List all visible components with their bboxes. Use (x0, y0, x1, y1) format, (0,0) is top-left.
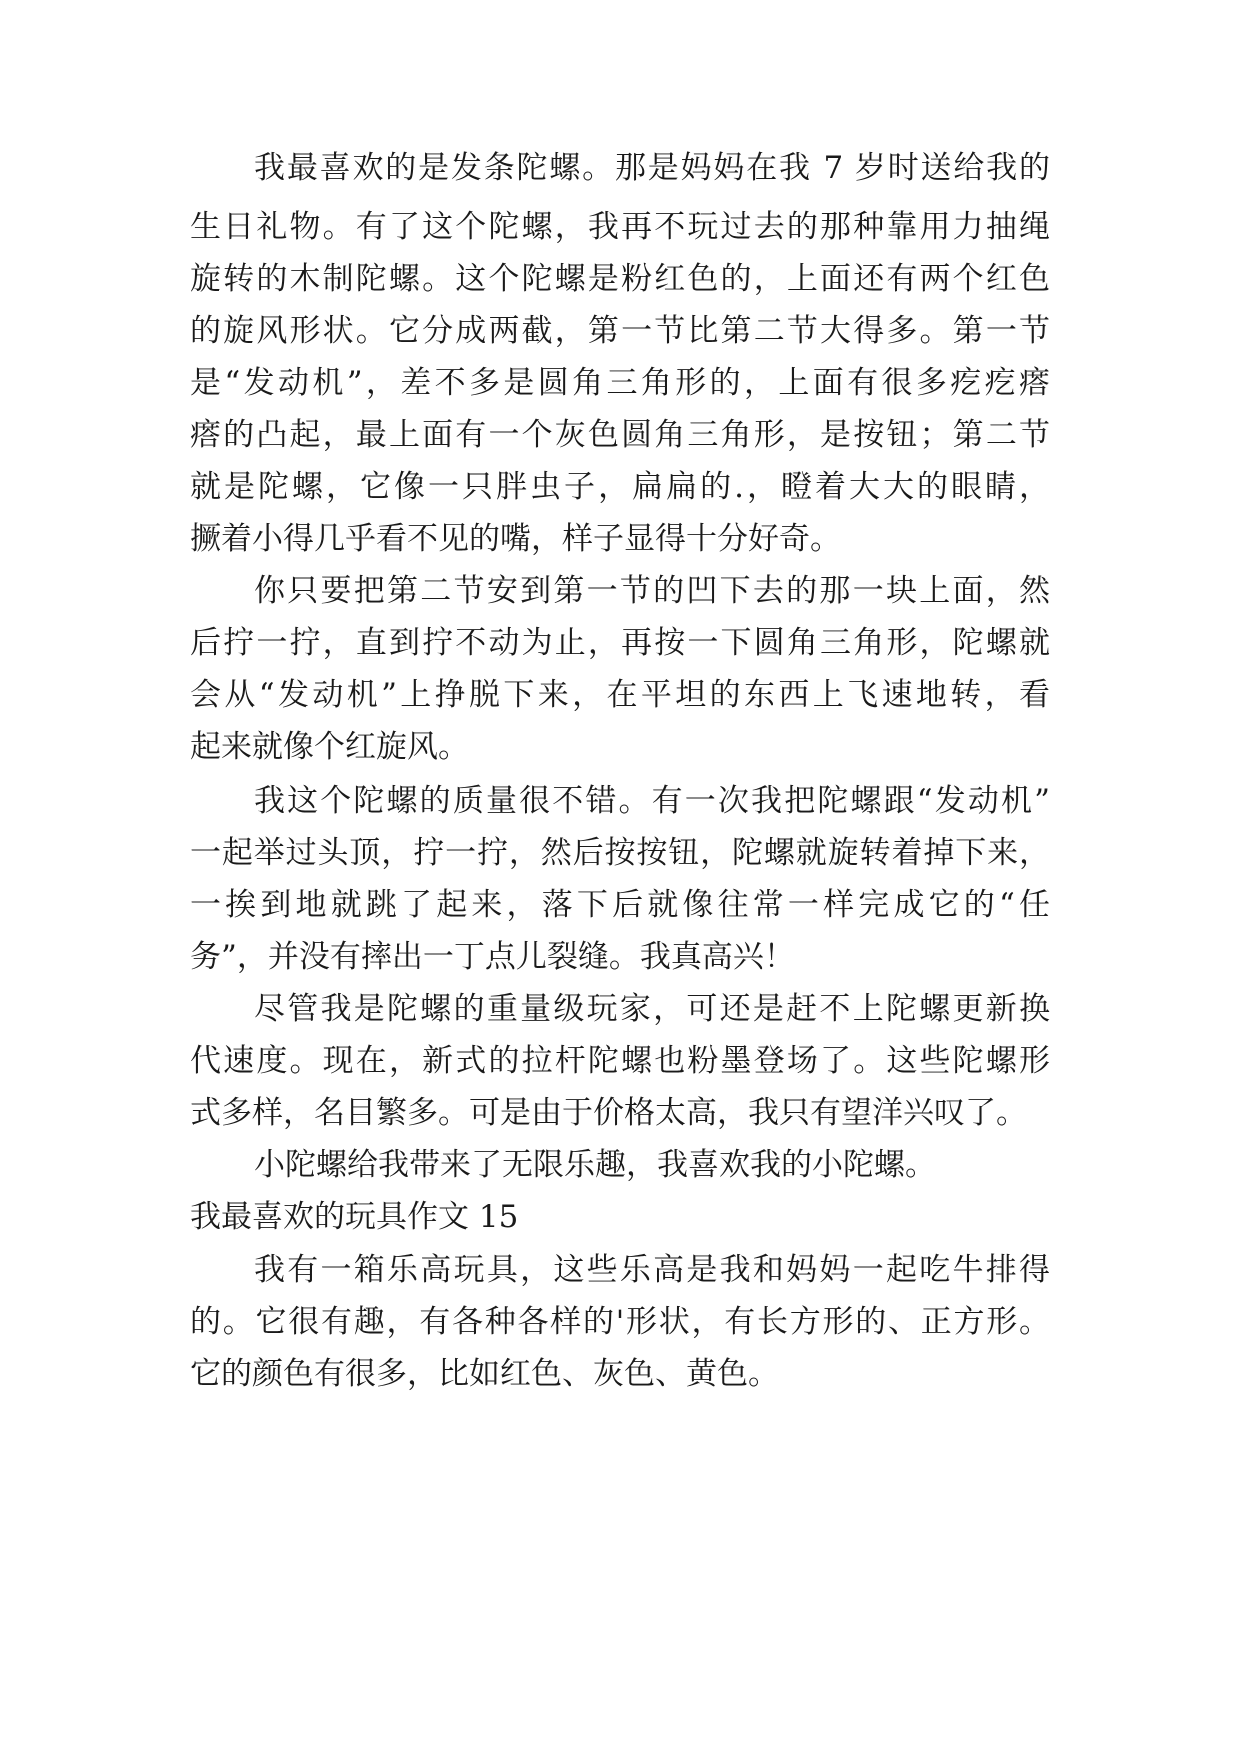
paragraph-3-line-4: 务”，并没有摔出一丁点儿裂缝。我真高兴！ (190, 939, 795, 975)
paragraph-4-line-1: 尽管我是陀螺的重量级玩家，可还是赶不上陀螺更新换 (254, 991, 1050, 1027)
paragraph-2-line-2: 后拧一拧，直到拧不动为止，再按一下圆角三角形，陀螺就 (190, 625, 1050, 661)
paragraph-6-line-1: 我有一箱乐高玩具，这些乐高是我和妈妈一起吃牛排得 (254, 1252, 1050, 1288)
paragraph-1-line-1: 我最喜欢的是发条陀螺。那是妈妈在我 7 岁时送给我的 (254, 150, 1050, 186)
paragraph-1-line-6: 瘩的凸起，最上面有一个灰色圆角三角形，是按钮；第二节 (190, 417, 1050, 453)
paragraph-5-line-1: 小陀螺给我带来了无限乐趣，我喜欢我的小陀螺。 (254, 1147, 936, 1183)
paragraph-4-line-3: 式多样，名目繁多。可是由于价格太高，我只有望洋兴叹了。 (190, 1095, 1027, 1131)
paragraph-2-line-4: 起来就像个红旋风。 (190, 729, 469, 765)
paragraph-6-line-3: 它的颜色有很多，比如红色、灰色、黄色。 (190, 1356, 779, 1392)
paragraph-1-line-5: 是“发动机”，差不多是圆角三角形的，上面有很多疙疙瘩 (190, 365, 1050, 401)
essay-heading: 我最喜欢的玩具作文 15 (190, 1199, 519, 1235)
paragraph-3-line-3: 一挨到地就跳了起来，落下后就像往常一样完成它的“任 (190, 887, 1050, 923)
paragraph-1-line-7: 就是陀螺，它像一只胖虫子，扁扁的.，瞪着大大的眼睛， (190, 469, 1050, 505)
paragraph-2-line-3: 会从“发动机”上挣脱下来，在平坦的东西上飞速地转，看 (190, 677, 1050, 713)
paragraph-1-line-4: 的旋风形状。它分成两截，第一节比第二节大得多。第一节 (190, 313, 1050, 349)
paragraph-1-line-8: 撅着小得几乎看不见的嘴，样子显得十分好奇。 (190, 521, 841, 557)
paragraph-1-line-3: 旋转的木制陀螺。这个陀螺是粉红色的，上面还有两个红色 (190, 261, 1050, 297)
paragraph-3-line-1: 我这个陀螺的质量很不错。有一次我把陀螺跟“发动机” (254, 783, 1050, 819)
paragraph-6-line-2: 的。它很有趣，有各种各样的'形状，有长方形的、正方形。 (190, 1304, 1050, 1340)
paragraph-2-line-1: 你只要把第二节安到第一节的凹下去的那一块上面，然 (254, 573, 1050, 609)
paragraph-1-line-2: 生日礼物。有了这个陀螺，我再不玩过去的那种靠用力抽绳 (190, 209, 1050, 245)
paragraph-4-line-2: 代速度。现在，新式的拉杆陀螺也粉墨登场了。这些陀螺形 (190, 1043, 1050, 1079)
paragraph-3-line-2: 一起举过头顶，拧一拧，然后按按钮，陀螺就旋转着掉下来， (190, 835, 1050, 871)
